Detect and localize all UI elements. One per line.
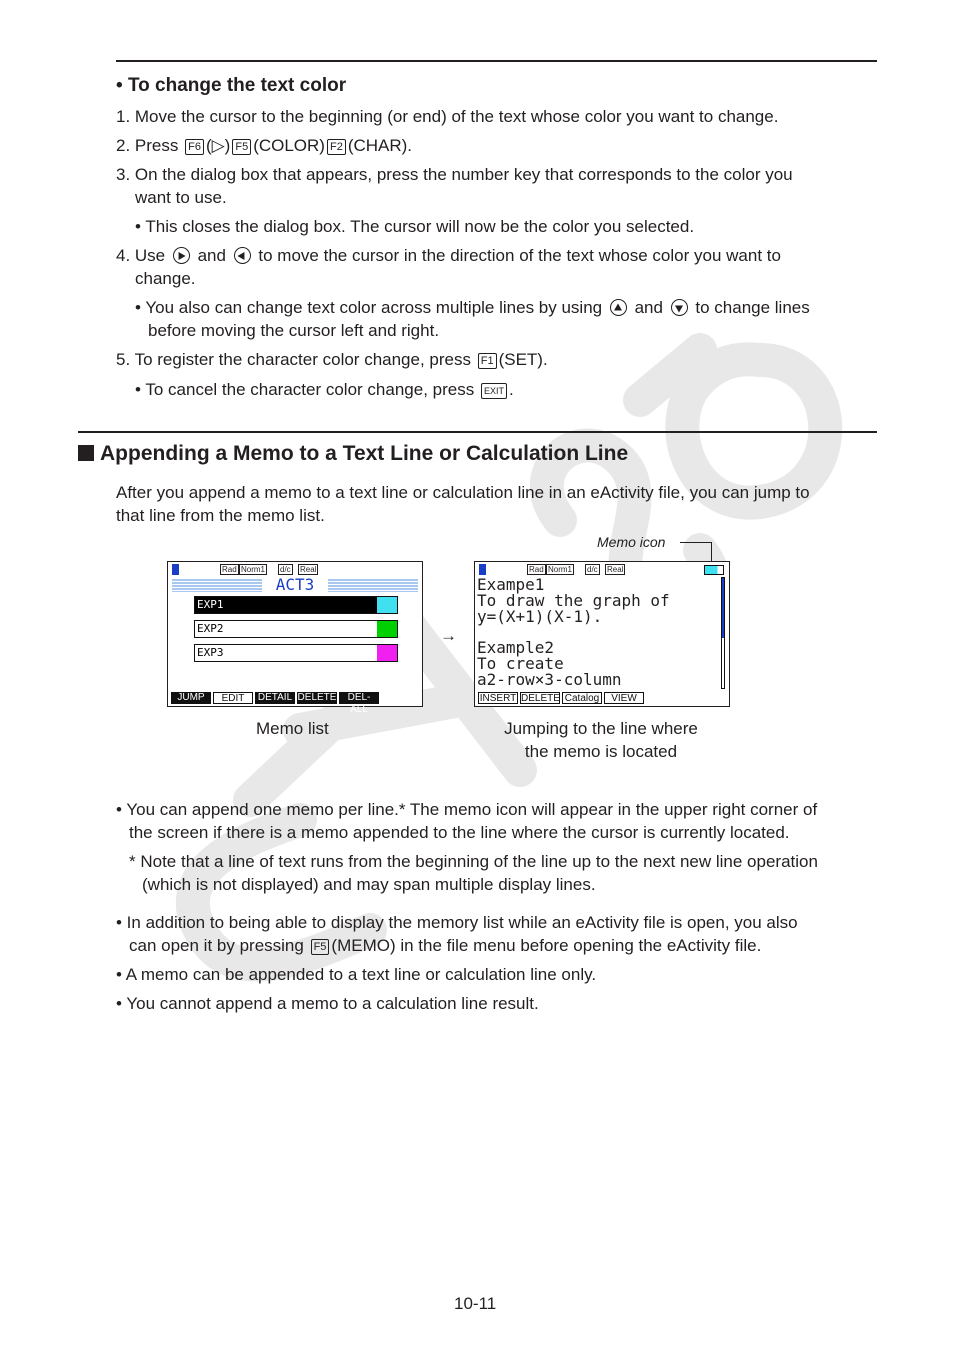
down-arrow-key-icon [671, 299, 688, 316]
step-4-note-prefix: • You also can change text color across multiple lines by using [135, 298, 607, 317]
memo-item-3[interactable] [194, 644, 398, 662]
bullet2-line2 [129, 934, 761, 957]
memo-item-3-color [377, 645, 397, 661]
step-3-line1: 3. On the dialog box that appears, press the number key that corresponds to the color you [116, 165, 793, 184]
status-rad-right: Rad [529, 565, 544, 574]
status-real: Real [300, 565, 317, 574]
step-5-note [135, 378, 514, 401]
screen-line-6: To create [477, 654, 564, 673]
bullet2-suffix: (MEMO) in the file menu before opening the eActivity file. [331, 936, 762, 955]
scrollbar[interactable] [721, 577, 725, 689]
top-rule [116, 60, 877, 62]
status-rad: Rad [222, 565, 237, 574]
memo-item-1-color [377, 597, 397, 613]
bullet2-line1: • In addition to being able to display the memory list while an eActivity file is open, you also [116, 913, 798, 932]
caption-memo-list: Memo list [256, 719, 329, 738]
screen-line-2: To draw the graph of [477, 591, 670, 610]
step-3-line2: want to use. [135, 188, 227, 207]
caption-jump-line1: Jumping to the line where [504, 719, 698, 738]
memo-list-screen [167, 561, 423, 715]
fkey-edit[interactable]: EDIT [213, 692, 253, 704]
step-5 [116, 348, 548, 371]
battery-icon [172, 564, 179, 575]
step-5-prefix: 5. To register the character color change, press [116, 350, 476, 369]
step-5-note-suffix: . [508, 380, 514, 399]
step-4-note-suffix: to change lines [690, 298, 810, 317]
fkey-detail[interactable]: DETAIL [255, 692, 295, 704]
square-bullet-icon [78, 445, 94, 461]
step-2-prefix: 2. Press [116, 136, 184, 155]
step-4-line2: change. [135, 269, 196, 288]
bullet1-line2: the screen if there is a memo appended to the line where the cursor is currently located. [129, 823, 790, 842]
step-3-note: • This closes the dialog box. The cursor will now be the color you selected. [135, 217, 695, 236]
right-arrow-key-icon [173, 247, 190, 264]
bullet3: • A memo can be appended to a text line or calculation line only. [116, 965, 597, 984]
f5-key-icon: F5 [232, 139, 251, 155]
step-4-line1 [116, 244, 781, 267]
status-dc: d/c [280, 565, 291, 574]
step-4-note-and: and [629, 298, 668, 317]
memo-item-3-label: EXP3 [197, 646, 224, 659]
bullet-dot: • [116, 75, 123, 96]
fkey-jump[interactable]: JUMP [171, 692, 211, 704]
step-5-suffix: (SET). [498, 350, 548, 369]
bullet2-prefix: can open it by pressing [129, 936, 309, 955]
fkey-insert[interactable]: INSERT [479, 693, 517, 704]
title-bar-right-stripes [328, 579, 418, 592]
fkey-catalog[interactable]: Catalog [562, 692, 602, 704]
memo-icon [704, 565, 724, 575]
section1-heading-text: To change the text color [127, 75, 347, 96]
battery-icon-right [479, 564, 486, 575]
memo-item-2-label: EXP2 [197, 622, 224, 635]
screen-line-3: y=(X+1)(X-1). [477, 607, 603, 626]
memo-item-1-label: EXP1 [197, 598, 224, 611]
fkey-del-all[interactable]: DEL-ALL [339, 692, 379, 704]
step-4-prefix: 4. Use [116, 246, 170, 265]
f1-key-icon: F1 [478, 353, 497, 369]
step-2 [116, 134, 412, 157]
bullet1-line1: • You can append one memo per line.* The memo icon will appear in the upper right corner of [116, 800, 818, 819]
section2-rule [78, 431, 877, 433]
fkey-delete-right[interactable]: DELETE [521, 693, 560, 704]
screen-line-5: Example2 [477, 638, 555, 657]
fkey-view[interactable]: VIEW [604, 692, 644, 704]
status-dc-right: d/c [587, 565, 598, 574]
up-arrow-key-icon [610, 299, 627, 316]
bullet4: • You cannot append a memo to a calculation line result. [116, 994, 539, 1013]
caption-jump-line2: the memo is located [524, 742, 678, 761]
step-2-tri: (▷) [205, 136, 231, 155]
f2-key-icon: F2 [327, 139, 346, 155]
step-4-and: and [192, 246, 231, 265]
step-4-note-line1 [135, 296, 810, 319]
memo-list-title: ACT3 [275, 575, 315, 594]
fkey-delete[interactable]: DELETE [297, 692, 337, 703]
step-5-note-prefix: • To cancel the character color change, press [135, 380, 479, 399]
exit-key-icon: EXIT [481, 383, 507, 399]
step-1: 1. Move the cursor to the beginning (or end) of the text whose color you want to change. [116, 107, 779, 126]
scrollbar-thumb[interactable] [722, 578, 724, 638]
screen-line-1: Exampe1 [477, 575, 545, 594]
transition-arrow: → [440, 626, 457, 645]
step-4-suffix: to move the cursor in the direction of the text whose color you want to [253, 246, 781, 265]
f5-key-memo-icon: F5 [311, 939, 330, 955]
status-norm: Norm1 [241, 565, 266, 574]
left-arrow-key-icon [234, 247, 251, 264]
title-bar-left-stripes [172, 579, 262, 592]
note-line2: (which is not displayed) and may span multiple display lines. [142, 875, 596, 894]
page-number: 10-11 [454, 1294, 497, 1313]
note-line1: * Note that a line of text runs from the beginning of the line up to the next new line operation [129, 852, 818, 871]
screen-line-7: a2-row×3-column [477, 670, 622, 689]
section2-heading [78, 442, 628, 466]
step-2-char: (CHAR). [347, 136, 413, 155]
intro-line1: After you append a memo to a text line or calculation line in an eActivity file, you can jump to [116, 483, 810, 502]
memo-item-2-color [377, 621, 397, 637]
intro-line2: that line from the memo list. [116, 506, 325, 525]
memo-icon-label: Memo icon [597, 534, 666, 550]
memo-item-1[interactable] [194, 596, 398, 614]
status-real-right: Real [607, 565, 624, 574]
f6-key-icon: F6 [185, 139, 204, 155]
memo-item-2[interactable] [194, 620, 398, 638]
section1-heading [116, 75, 346, 97]
step-4-note-line2: before moving the cursor left and right. [148, 321, 440, 340]
eactivity-screen [474, 561, 730, 707]
step-2-color: (COLOR) [253, 136, 325, 155]
status-norm-right: Norm1 [548, 565, 573, 574]
section2-heading-text: Appending a Memo to a Text Line or Calculation Line [100, 442, 629, 465]
